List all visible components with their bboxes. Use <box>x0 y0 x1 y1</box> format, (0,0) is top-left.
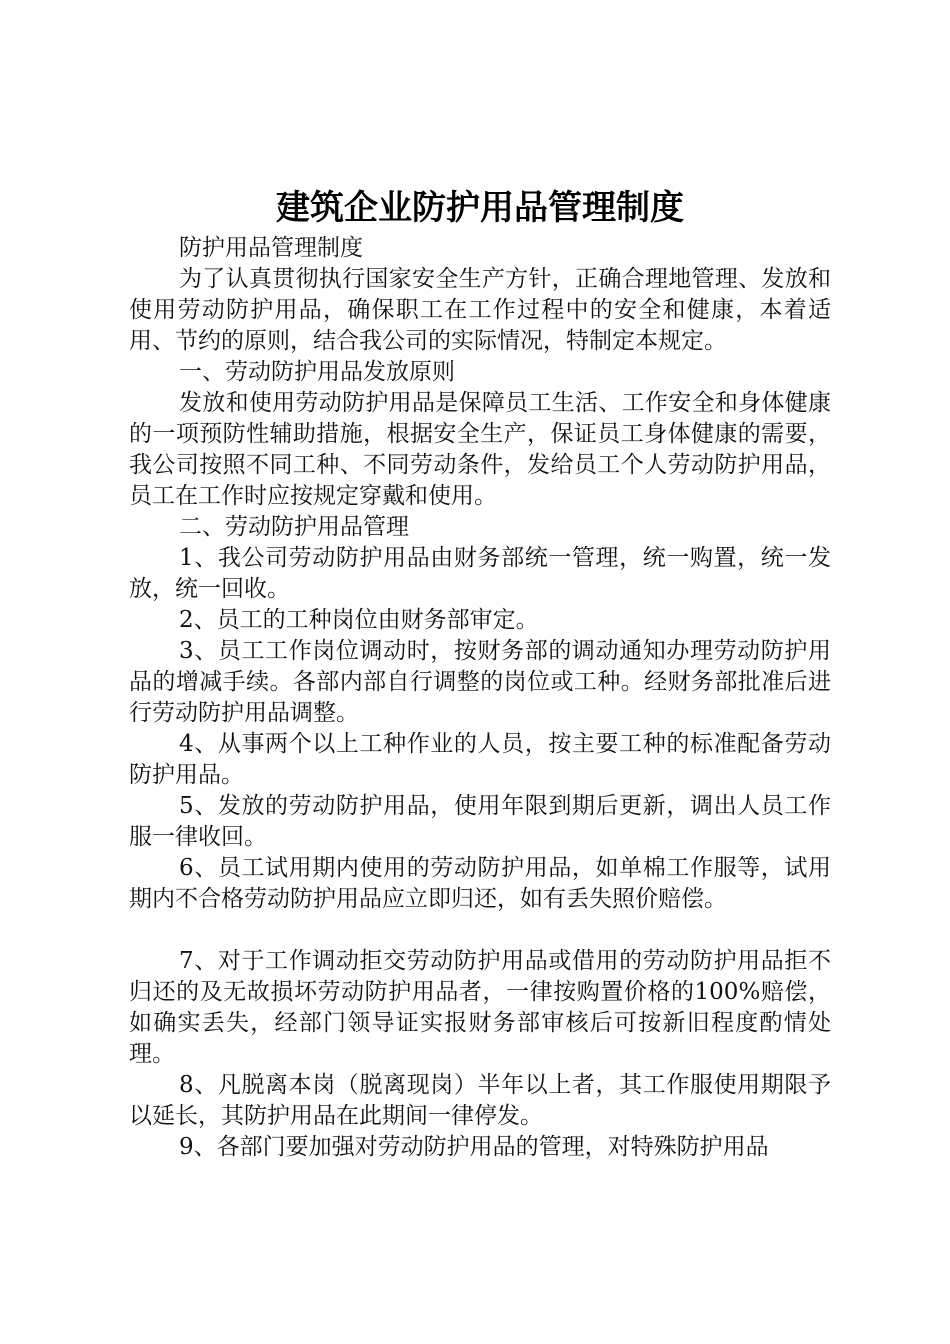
paragraph-item-2: 2、员工的工种岗位由财务部审定。 <box>179 607 539 633</box>
paragraph-subtitle: 防护用品管理制度 <box>179 235 363 261</box>
paragraph-intro: 为了认真贯彻执行国家安全生产方针，正确合理地管理、发放和使用劳动防护用品，确保职工在工作过程中的安全和健康，本着适用、节约的原则，结合我公司的实际情况，特制定本规定。 <box>129 266 831 354</box>
document-body <box>129 233 831 1163</box>
paragraph-section-1: 发放和使用劳动防护用品是保障员工生活、工作安全和身体健康的一项预防性辅助措施，根据安全生产，保证员工身体健康的需要，我公司按照不同工种、不同劳动条件，发给员工个人劳动防护用品，员工在工作时应按规定穿戴和使用。 <box>129 390 831 509</box>
paragraph-item-4: 4、从事两个以上工种作业的人员，按主要工种的标准配备劳动防护用品。 <box>129 731 831 788</box>
paragraph-item-8: 8、凡脱离本岗（脱离现岗）半年以上者，其工作服使用期限予以延长，其防护用品在此期间一律停发。 <box>129 1072 831 1129</box>
paragraph-item-6: 6、员工试用期内使用的劳动防护用品，如单棉工作服等，试用期内不合格劳动防护用品应立即归还，如有丢失照价赔偿。 <box>129 855 831 912</box>
document-title: 建筑企业防护用品管理制度 <box>276 188 684 228</box>
section-heading-2: 二、劳动防护用品管理 <box>179 514 409 540</box>
blank-line <box>129 915 831 946</box>
paragraph-item-5: 5、发放的劳动防护用品，使用年限到期后更新，调出人员工作服一律收回。 <box>129 793 831 850</box>
section-heading-1: 一、劳动防护用品发放原则 <box>179 359 455 385</box>
paragraph-item-1: 1、我公司劳动防护用品由财务部统一管理，统一购置，统一发放，统一回收。 <box>129 545 831 602</box>
paragraph-item-7: 7、对于工作调动拒交劳动防护用品或借用的劳动防护用品拒不归还的及无故损坏劳动防护用品者，一律按购置价格的100%赔偿，如确实丢失，经部门领导证实报财务部审核后可按新旧程度酌情处理。 <box>129 948 831 1067</box>
paragraph-item-3: 3、员工工作岗位调动时，按财务部的调动通知办理劳动防护用品的增减手续。各部内部自行调整的岗位或工种。经财务部批准后进行劳动防护用品调整。 <box>129 638 831 726</box>
paragraph-item-9: 9、各部门要加强对劳动防护用品的管理，对特殊防护用品 <box>179 1134 769 1160</box>
